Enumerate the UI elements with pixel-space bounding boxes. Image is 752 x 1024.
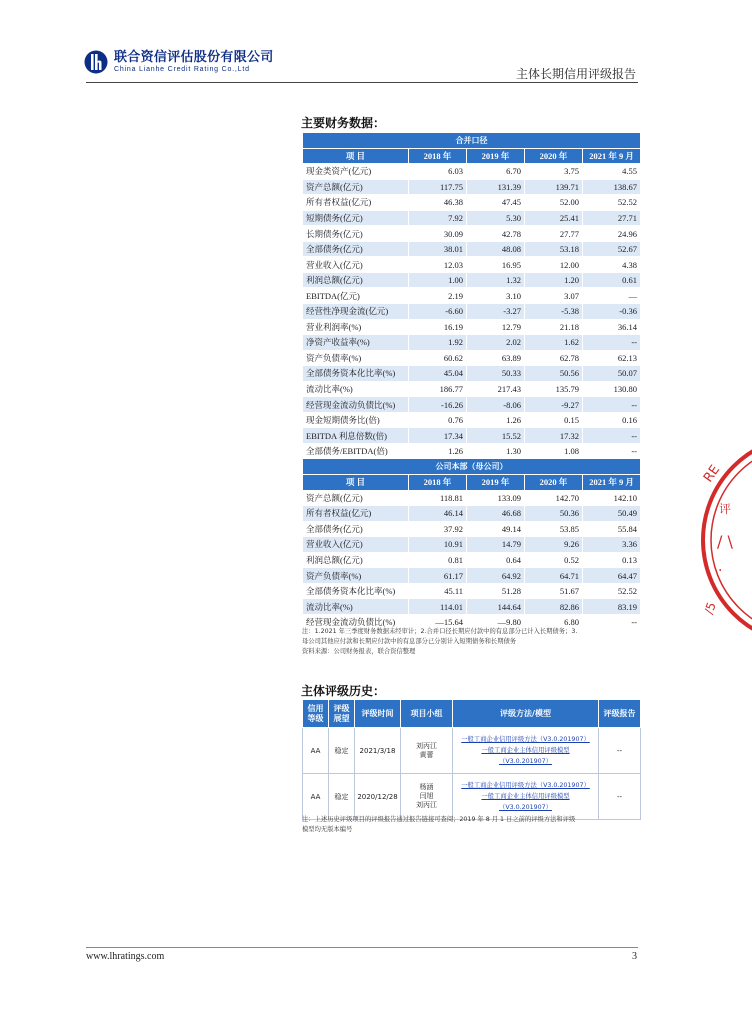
financial-table-notes — [302, 627, 642, 657]
table-cell: 3.07 — [525, 288, 583, 304]
column-header: 评级方法/模型 — [453, 700, 599, 728]
method-link[interactable]: （V3.0.201907） — [499, 758, 552, 765]
table-cell: 186.77 — [409, 381, 467, 397]
table-cell: 42.78 — [467, 226, 525, 242]
row-label: 利润总额(亿元) — [303, 272, 409, 288]
table-cell: -- — [583, 443, 641, 459]
table-row — [303, 381, 641, 397]
table-cell: 21.18 — [525, 319, 583, 335]
table-cell: 217.43 — [467, 381, 525, 397]
method-link[interactable]: 一般工商企业主体信用评级模型 — [481, 747, 570, 754]
row-label: 经营现金流动负债比(%) — [303, 614, 409, 630]
history-date: 2020/12/28 — [355, 774, 401, 820]
table-cell: 64.71 — [525, 568, 583, 584]
table-cell: 4.55 — [583, 164, 641, 180]
table-cell: 61.17 — [409, 568, 467, 584]
row-label: 所有者权益(亿元) — [303, 506, 409, 522]
table-band-row — [303, 459, 641, 475]
table-band-label: 公司本部（母公司） — [303, 459, 641, 475]
table-row — [303, 521, 641, 537]
table-cell: -3.27 — [467, 304, 525, 320]
table-cell: 62.78 — [525, 350, 583, 366]
table-row — [303, 335, 641, 351]
column-header: 2018 年 — [409, 148, 467, 164]
table-row — [303, 397, 641, 413]
table-cell: -9.27 — [525, 397, 583, 413]
history-section-title: 主体评级历史： — [301, 684, 386, 698]
table-cell: 24.96 — [583, 226, 641, 242]
row-label: 资产负债率(%) — [303, 568, 409, 584]
svg-text:评: 评 — [719, 502, 732, 516]
column-header: 项目小组 — [401, 700, 453, 728]
history-team — [401, 774, 453, 820]
table-row — [303, 288, 641, 304]
table-cell: 25.41 — [525, 210, 583, 226]
table-band-row — [303, 133, 641, 149]
table-row — [303, 350, 641, 366]
table-cell: 0.16 — [583, 412, 641, 428]
table-cell: 27.77 — [525, 226, 583, 242]
row-label: 营业收入(亿元) — [303, 537, 409, 553]
table-cell: 1.08 — [525, 443, 583, 459]
footer-divider — [86, 947, 638, 948]
report-title: 主体长期信用评级报告 — [515, 67, 636, 81]
svg-text:/5: /5 — [701, 600, 719, 617]
row-label: 全部债务资本化比率(%) — [303, 366, 409, 382]
column-header: 项 目 — [303, 475, 409, 491]
table-cell: 46.38 — [409, 195, 467, 211]
table-cell: 1.30 — [467, 443, 525, 459]
table-cell: 131.39 — [467, 179, 525, 195]
row-label: 现金类资产(亿元) — [303, 164, 409, 180]
table-row — [303, 366, 641, 382]
table-cell: -8.06 — [467, 397, 525, 413]
svg-text:/ \: / \ — [717, 532, 733, 551]
row-label: 利润总额(亿元) — [303, 552, 409, 568]
table-cell: 64.47 — [583, 568, 641, 584]
table-cell: 16.19 — [409, 319, 467, 335]
note-line: 模型均无版本编号 — [302, 826, 353, 833]
table-row — [303, 179, 641, 195]
column-header: 2021 年 9 月 — [583, 475, 641, 491]
column-header: 评级展望 — [329, 700, 355, 728]
note-line: 注：1.2021 年三季度财务数据未经审计；2.合并口径长期应付款中的有息部分已计入长期债务；3. — [302, 628, 578, 635]
table-row — [303, 537, 641, 553]
rating-history-table — [302, 699, 641, 820]
table-cell: 130.80 — [583, 381, 641, 397]
table-cell: 14.79 — [467, 537, 525, 553]
table-row — [303, 428, 641, 444]
method-link[interactable]: （V3.0.201907） — [499, 804, 552, 811]
page-number: 3 — [632, 951, 637, 962]
table-cell: 2.02 — [467, 335, 525, 351]
table-cell: 62.13 — [583, 350, 641, 366]
table-cell: 139.71 — [525, 179, 583, 195]
table-cell: 12.79 — [467, 319, 525, 335]
table-cell: 6.03 — [409, 164, 467, 180]
table-cell: 16.95 — [467, 257, 525, 273]
method-link[interactable]: 一般工商企业信用评级方法（V3.0.201907） — [461, 736, 590, 743]
table-cell: 1.20 — [525, 272, 583, 288]
table-cell: -- — [583, 614, 641, 630]
table-cell: 52.52 — [583, 195, 641, 211]
table-cell: 52.52 — [583, 583, 641, 599]
history-row — [303, 728, 641, 774]
header-divider — [86, 82, 638, 83]
history-header-row — [303, 700, 641, 728]
table-row — [303, 443, 641, 459]
table-cell: 53.18 — [525, 241, 583, 257]
table-cell: 9.26 — [525, 537, 583, 553]
table-cell: 12.00 — [525, 257, 583, 273]
row-label: 资产总额(亿元) — [303, 179, 409, 195]
table-cell: 50.36 — [525, 506, 583, 522]
table-row — [303, 599, 641, 615]
table-cell: 30.09 — [409, 226, 467, 242]
table-cell: 53.85 — [525, 521, 583, 537]
table-row — [303, 257, 641, 273]
column-header: 信用等级 — [303, 700, 329, 728]
team-member: 闫旭 — [419, 792, 434, 800]
table-cell: 27.71 — [583, 210, 641, 226]
table-cell: 17.34 — [409, 428, 467, 444]
history-rating: AA — [303, 728, 329, 774]
table-cell: 52.00 — [525, 195, 583, 211]
method-link[interactable]: 一般工商企业信用评级方法（V3.0.201907） — [461, 782, 590, 789]
financial-data-table — [302, 132, 641, 631]
table-cell: 50.07 — [583, 366, 641, 382]
column-header: 2021 年 9 月 — [583, 148, 641, 164]
table-cell: 10.91 — [409, 537, 467, 553]
table-cell: 82.86 — [525, 599, 583, 615]
table-cell: -- — [583, 397, 641, 413]
table-cell: 50.56 — [525, 366, 583, 382]
table-cell: 50.49 — [583, 506, 641, 522]
table-cell: -16.26 — [409, 397, 467, 413]
table-cell: -5.38 — [525, 304, 583, 320]
company-seal-stamp — [692, 425, 752, 655]
table-cell: 0.52 — [525, 552, 583, 568]
row-label: 净资产收益率(%) — [303, 335, 409, 351]
footer-website[interactable]: www.lhratings.com — [86, 951, 165, 962]
table-cell: 47.45 — [467, 195, 525, 211]
table-cell: 36.14 — [583, 319, 641, 335]
column-header: 2020 年 — [525, 148, 583, 164]
row-label: 所有者权益(亿元) — [303, 195, 409, 211]
table-cell: 1.26 — [467, 412, 525, 428]
table-cell: 142.70 — [525, 490, 583, 506]
svg-text:RE: RE — [700, 462, 724, 486]
table-cell: —15.64 — [409, 614, 467, 630]
table-cell: 1.92 — [409, 335, 467, 351]
table-cell: 6.70 — [467, 164, 525, 180]
table-row — [303, 568, 641, 584]
table-cell: 138.67 — [583, 179, 641, 195]
table-row — [303, 164, 641, 180]
row-label: 资产负债率(%) — [303, 350, 409, 366]
table-row — [303, 195, 641, 211]
table-cell: 49.14 — [467, 521, 525, 537]
history-method — [453, 728, 599, 774]
history-report: -- — [599, 728, 641, 774]
table-row — [303, 412, 641, 428]
table-row — [303, 304, 641, 320]
history-outlook: 稳定 — [329, 728, 355, 774]
table-cell: —9.80 — [467, 614, 525, 630]
row-label: 资产总额(亿元) — [303, 490, 409, 506]
note-line: 注：上述历史评级项目的评级报告通过报告链接可查阅；2019 年 8 月 1 日之前的评级方法和评级 — [302, 816, 576, 823]
row-label: 短期债务(亿元) — [303, 210, 409, 226]
history-report: -- — [599, 774, 641, 820]
table-cell: 3.75 — [525, 164, 583, 180]
column-header: 评级报告 — [599, 700, 641, 728]
team-member: 黄蕾 — [419, 750, 434, 759]
table-cell: 3.36 — [583, 537, 641, 553]
method-link[interactable]: 一般工商企业主体信用评级模型 — [481, 793, 570, 800]
row-label: 全部债务资本化比率(%) — [303, 583, 409, 599]
table-cell: 46.68 — [467, 506, 525, 522]
note-line: 母公司其他应付款和长期应付款中的有息部分已分别计入短期债务和长期债务 — [302, 638, 517, 645]
row-label: 经营现金流动负债比(%) — [303, 397, 409, 413]
table-cell: 1.00 — [409, 272, 467, 288]
table-cell: 7.92 — [409, 210, 467, 226]
row-label: 长期债务(亿元) — [303, 226, 409, 242]
table-cell: 0.15 — [525, 412, 583, 428]
table-cell: 0.61 — [583, 272, 641, 288]
history-team — [401, 728, 453, 774]
table-row — [303, 490, 641, 506]
table-cell: 37.92 — [409, 521, 467, 537]
table-cell: 135.79 — [525, 381, 583, 397]
table-cell: 63.89 — [467, 350, 525, 366]
table-row — [303, 241, 641, 257]
column-header: 2020 年 — [525, 475, 583, 491]
table-band-label: 合并口径 — [303, 133, 641, 149]
table-cell: 38.01 — [409, 241, 467, 257]
table-cell: 144.64 — [467, 599, 525, 615]
row-label: 全部债务(亿元) — [303, 521, 409, 537]
table-row — [303, 319, 641, 335]
history-notes — [302, 815, 642, 835]
team-member: 刘丙江 — [416, 801, 437, 809]
team-member: 刘丙江 — [416, 741, 437, 750]
table-cell: 45.04 — [409, 366, 467, 382]
history-rating: AA — [303, 774, 329, 820]
table-cell: 0.81 — [409, 552, 467, 568]
table-cell: 55.84 — [583, 521, 641, 537]
table-cell: 142.10 — [583, 490, 641, 506]
table-cell: 51.28 — [467, 583, 525, 599]
history-date: 2021/3/18 — [355, 728, 401, 774]
row-label: 流动比率(%) — [303, 599, 409, 615]
table-cell: 50.33 — [467, 366, 525, 382]
column-header: 2019 年 — [467, 475, 525, 491]
row-label: EBITDA 利息倍数(倍) — [303, 428, 409, 444]
table-cell: 114.01 — [409, 599, 467, 615]
team-member: 杨涵 — [419, 783, 434, 791]
column-header: 评级时间 — [355, 700, 401, 728]
table-cell: 5.30 — [467, 210, 525, 226]
table-cell: 133.09 — [467, 490, 525, 506]
table-cell: -- — [583, 428, 641, 444]
table-cell: 51.67 — [525, 583, 583, 599]
table-cell: 64.92 — [467, 568, 525, 584]
table-cell: 2.19 — [409, 288, 467, 304]
table-cell: 83.19 — [583, 599, 641, 615]
table-cell: — — [583, 288, 641, 304]
table-cell: 0.76 — [409, 412, 467, 428]
row-label: 流动比率(%) — [303, 381, 409, 397]
table-row — [303, 226, 641, 242]
company-logo — [84, 50, 274, 74]
table-cell: 1.26 — [409, 443, 467, 459]
history-row — [303, 774, 641, 820]
table-cell: 4.38 — [583, 257, 641, 273]
company-name-cn: 联合资信评估股份有限公司 — [114, 49, 274, 65]
company-name-en: China Lianhe Credit Rating Co.,Ltd — [114, 65, 250, 73]
table-cell: -0.36 — [583, 304, 641, 320]
row-label: 营业利润率(%) — [303, 319, 409, 335]
data-source: 资料来源：公司财务报表，联合资信整理 — [302, 648, 416, 655]
row-label: 经营性净现金流(亿元) — [303, 304, 409, 320]
row-label: 现金短期债务比(倍) — [303, 412, 409, 428]
column-header: 2018 年 — [409, 475, 467, 491]
table-row — [303, 583, 641, 599]
column-header: 2019 年 — [467, 148, 525, 164]
table-cell: 1.32 — [467, 272, 525, 288]
table-cell: 46.14 — [409, 506, 467, 522]
table-row — [303, 506, 641, 522]
history-method — [453, 774, 599, 820]
table-cell: -6.60 — [409, 304, 467, 320]
table-cell: 117.75 — [409, 179, 467, 195]
table-cell: 0.64 — [467, 552, 525, 568]
table-row — [303, 552, 641, 568]
table-row — [303, 210, 641, 226]
table-cell: 60.62 — [409, 350, 467, 366]
row-label: 全部债务/EBITDA(倍) — [303, 443, 409, 459]
table-cell: -- — [583, 335, 641, 351]
table-header-row — [303, 148, 641, 164]
history-outlook: 稳定 — [329, 774, 355, 820]
lianhe-logo-icon — [84, 50, 108, 74]
column-header: 项 目 — [303, 148, 409, 164]
table-cell: 52.67 — [583, 241, 641, 257]
table-cell: 118.81 — [409, 490, 467, 506]
table-cell: 1.62 — [525, 335, 583, 351]
table-cell: 3.10 — [467, 288, 525, 304]
table-cell: 6.80 — [525, 614, 583, 630]
table-cell: 48.08 — [467, 241, 525, 257]
table-cell: 45.11 — [409, 583, 467, 599]
table-cell: 17.32 — [525, 428, 583, 444]
row-label: EBITDA(亿元) — [303, 288, 409, 304]
row-label: 营业收入(亿元) — [303, 257, 409, 273]
table-cell: 12.03 — [409, 257, 467, 273]
row-label: 全部债务(亿元) — [303, 241, 409, 257]
table-cell: 15.52 — [467, 428, 525, 444]
financial-section-title: 主要财务数据： — [301, 116, 386, 130]
table-cell: 0.13 — [583, 552, 641, 568]
table-header-row — [303, 475, 641, 491]
table-row — [303, 272, 641, 288]
svg-text:·: · — [718, 563, 723, 579]
